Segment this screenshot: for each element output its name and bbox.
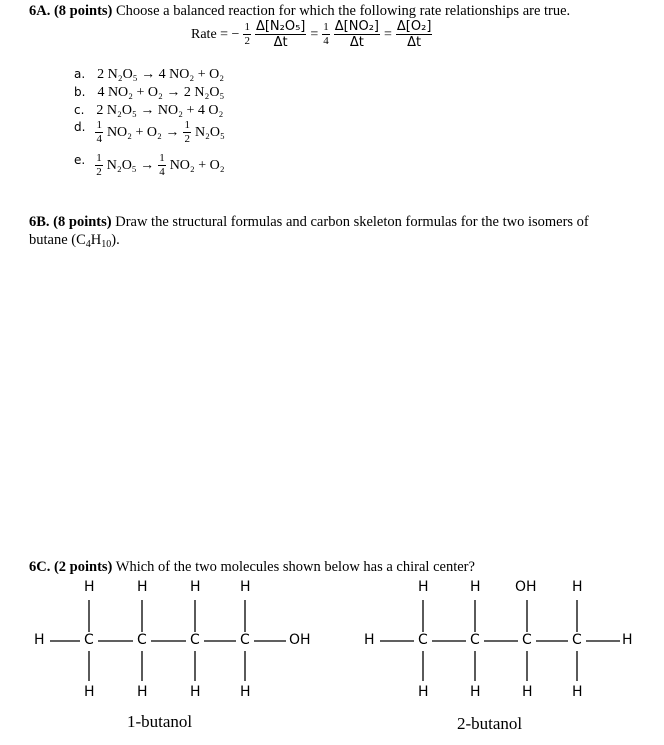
m1-h-bottom-4: H <box>240 684 251 700</box>
rate-equals-1: = <box>310 26 319 42</box>
m2-h-bottom-2: H <box>470 684 481 700</box>
rate-equals-2: = <box>384 26 392 42</box>
m1-h-left: H <box>34 632 45 648</box>
question-6c-label: 6C. (2 points) <box>29 559 113 575</box>
m2-h-top-2: H <box>470 579 481 595</box>
m2-c-2: C <box>470 632 480 648</box>
rate-term-n2o5: $\frac{\text{Δ[N₂O₅]}}{\Delta t}$ <box>255 19 306 50</box>
molecule-1-name: 1-butanol <box>127 712 193 731</box>
m1-c-1: C <box>84 632 94 648</box>
rate-term-no2: $\frac{\text{Δ[NO₂]}}{\Delta t}$ <box>334 19 379 50</box>
molecule-2-butanol <box>0 575 664 745</box>
m1-oh: OH <box>289 632 311 648</box>
rate-prefix: Rate = − <box>191 26 240 42</box>
m1-h-bottom-2: H <box>137 684 148 700</box>
option-d[interactable]: d. $\frac{1}{4}$ NO₂ + O₂ → $\frac{1}{2}$ N₂O₅ <box>74 119 225 145</box>
m2-c-3: C <box>522 632 532 648</box>
question-6c-text: Which of the two molecules shown below has a chiral center? <box>115 559 475 575</box>
question-6a-label: 6A. (8 points) <box>29 3 113 19</box>
m1-c-4: C <box>240 632 250 648</box>
question-6b-prompt <box>29 213 589 231</box>
m1-h-bottom-1: H <box>84 684 95 700</box>
question-6c-prompt <box>29 558 475 576</box>
question-6b-text-line2: butane $(C_4H_{10})$. <box>29 232 120 250</box>
option-c[interactable]: c. 2 N₂O₅ → NO₂ + 4 O₂ <box>74 103 224 118</box>
m1-h-top-3: H <box>190 579 201 595</box>
m2-h-bottom-4: H <box>572 684 583 700</box>
rate-coef-1: $\frac{1}{2}$ <box>244 21 250 47</box>
m2-oh-top-3: OH <box>515 579 537 595</box>
m2-h-top-1: H <box>418 579 429 595</box>
rate-equation <box>191 20 432 49</box>
m2-c-1: C <box>418 632 428 648</box>
rate-term-o2: $\frac{\text{Δ[O₂]}}{\Delta t}$ <box>396 19 432 50</box>
molecule-2-name: 2-butanol <box>457 714 523 733</box>
m2-c-4: C <box>572 632 582 648</box>
m1-c-3: C <box>190 632 200 648</box>
m1-c-2: C <box>137 632 147 648</box>
question-6b-text: Draw the structural formulas and carbon skeleton formulas for the two isomers of <box>115 214 589 230</box>
question-6b-label: 6B. (8 points) <box>29 214 112 230</box>
m2-h-right: H <box>622 632 633 648</box>
m1-h-top-1: H <box>84 579 95 595</box>
question-6a-prompt <box>29 2 570 20</box>
m1-h-top-2: H <box>137 579 148 595</box>
option-e[interactable]: e. $\frac{1}{2}$ N₂O₅ → $\frac{1}{4}$ NO₂ + O₂ <box>74 152 225 178</box>
m1-h-bottom-3: H <box>190 684 201 700</box>
option-b[interactable]: b. 4 NO₂ + O₂ → 2 N₂O₅ <box>74 85 225 100</box>
question-6a-text: Choose a balanced reaction for which the following rate relationships are true. <box>116 3 571 19</box>
m2-h-left: H <box>364 632 375 648</box>
m2-h-top-4: H <box>572 579 583 595</box>
m2-h-bottom-3: H <box>522 684 533 700</box>
m2-h-bottom-1: H <box>418 684 429 700</box>
option-a[interactable]: a. 2 N₂O₅ → 4 NO₂ + O₂ <box>74 67 225 82</box>
m1-h-top-4: H <box>240 579 251 595</box>
rate-coef-2: $\frac{1}{4}$ <box>323 21 329 47</box>
